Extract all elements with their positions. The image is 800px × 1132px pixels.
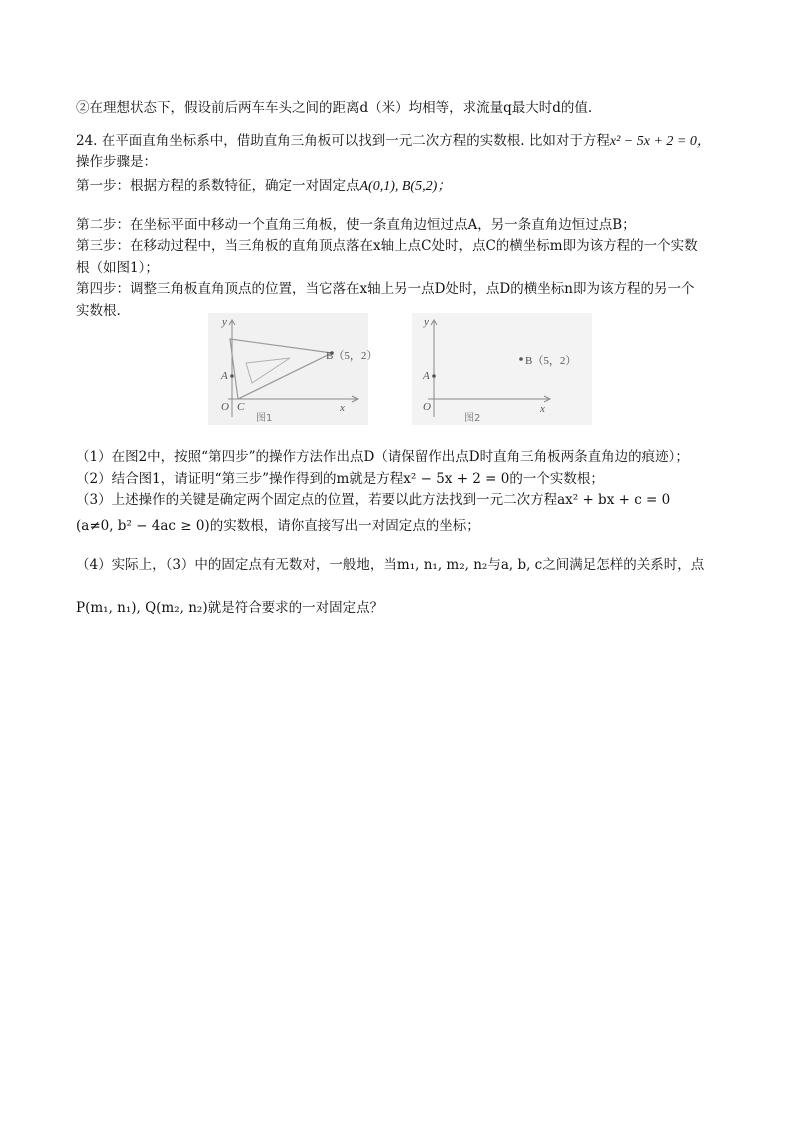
fig1-y-label: y bbox=[222, 316, 227, 328]
step1-text: 第一步：根据方程的系数特征，确定一对固定点 bbox=[76, 178, 360, 194]
q24-step4-line2: 实数根. bbox=[76, 303, 121, 319]
fig2-point-a bbox=[432, 374, 436, 378]
fig2-x-label: x bbox=[540, 403, 545, 415]
fig1-point-a bbox=[230, 374, 234, 378]
fig2-origin: O bbox=[423, 401, 431, 413]
q24-step1 bbox=[76, 174, 451, 195]
fig1-caption: 图1 bbox=[256, 413, 273, 424]
q24-step3-line2: 根（如图1）； bbox=[76, 260, 159, 276]
q24-sub4-line1: （4）实际上，（3）中的固定点有无数对，一般地，当m₁, n₁, m₂, n₂与a, b, c之间满足怎样的关系时，点 bbox=[76, 557, 705, 573]
q23-final-part: ②在理想状态下，假设前后两车车头之间的距离d（米）均相等，求流量q最大时d的值. bbox=[76, 100, 593, 116]
q24-step4-line1: 第四步：调整三角板直角顶点的位置，当它落在x轴上另一点D处时，点D的横坐标n即为该方程的另一个 bbox=[76, 281, 695, 297]
fig1-x-label: x bbox=[340, 402, 345, 414]
fig2-b-label: B（5，2） bbox=[525, 355, 577, 367]
q24-sub3-line1: （3）上述操作的关键是确定两个固定点的位置，若要以此方法找到一元二次方程ax² + bx + c = 0 bbox=[76, 492, 671, 508]
q24-intro-line1 bbox=[76, 129, 711, 150]
fig2-y-label: y bbox=[424, 316, 429, 328]
fig1-a-label: A bbox=[221, 370, 228, 382]
figure-1 bbox=[208, 313, 378, 425]
q24-step2: 第二步：在坐标平面中移动一个直角三角板，使一条直角边恒过点A，另一条直角边恒过点B； bbox=[76, 217, 636, 233]
q24-intro-line2: 操作步骤是： bbox=[76, 154, 157, 170]
fig1-b-label: B（5，2） bbox=[326, 350, 378, 362]
q24-sub2: （2）结合图1，请证明“第三步”操作得到的m就是方程x² − 5x + 2 = 0的一个实数根； bbox=[76, 471, 604, 487]
fig2-caption: 图2 bbox=[464, 413, 481, 424]
q24-sub1: （1）在图2中，按照“第四步”的操作方法作出点D（请保留作出点D时直角三角板两条直角边的痕迹）； bbox=[76, 449, 689, 465]
q24-step3-line1: 第三步：在移动过程中，当三角板的直角顶点落在x轴上点C处时，点C的横坐标m即为该方程的一个实数 bbox=[76, 238, 698, 254]
q24-number: 24. bbox=[76, 133, 98, 149]
q24-sub3-line2: (a≠0, b² − 4ac ≥ 0)的实数根，请你直接写出一对固定点的坐标； bbox=[76, 518, 480, 534]
fig2-a-label: A bbox=[423, 370, 430, 382]
fig1-c-label: C bbox=[237, 401, 245, 413]
q24-equation: x² − 5x + 2 = 0， bbox=[609, 134, 711, 149]
q24-intro-text: 在平面直角坐标系中，借助直角三角板可以找到一元二次方程的实数根. 比如对于方程 bbox=[101, 133, 610, 149]
figure-2 bbox=[412, 313, 592, 425]
fig2-point-b bbox=[519, 357, 523, 361]
fig1-origin: O bbox=[221, 401, 229, 413]
step1-points: A(0,1), B(5,2)； bbox=[359, 179, 452, 194]
q24-sub4-line2: P(m₁, n₁), Q(m₂, n₂)就是符合要求的一对固定点？ bbox=[76, 600, 384, 616]
